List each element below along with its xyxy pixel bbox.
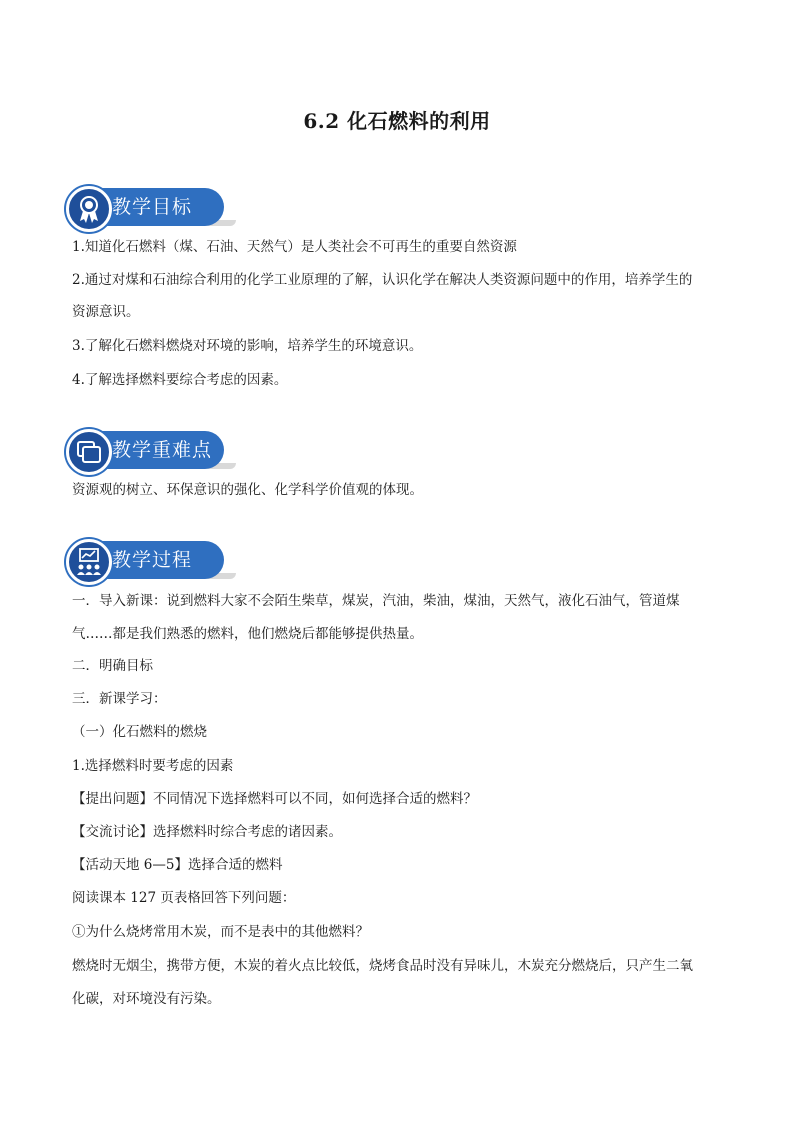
text-line: 资源观的树立、环保意识的强化、化学科学价值观的体现。 — [72, 482, 423, 498]
text-line: （一）化石燃料的燃烧 — [72, 724, 207, 740]
stacked-cards-icon — [66, 429, 112, 475]
text-line: 三．新课学习： — [72, 691, 167, 707]
award-ribbon-icon — [66, 186, 112, 232]
text-line: ①为什么烧烤常用木炭，而不是表中的其他燃料？ — [72, 924, 369, 940]
text-line: 【交流讨论】选择燃料时综合考虑的诸因素。 — [72, 824, 342, 840]
section-banner-process — [66, 539, 224, 581]
text-line: 阅读课本 127 页表格回答下列问题： — [72, 890, 296, 906]
section-heading: 教学过程 — [112, 549, 193, 571]
text-line: 气……都是我们熟悉的燃料，他们燃烧后都能够提供热量。 — [72, 626, 423, 642]
text-line: 1.知道化石燃料（煤、石油、天然气）是人类社会不可再生的重要自然资源 — [72, 239, 517, 255]
text-line: 二．明确目标 — [72, 658, 153, 674]
text-line: 【活动天地 6—5】选择合适的燃料 — [72, 857, 283, 873]
text-line: 1.选择燃料时要考虑的因素 — [72, 758, 234, 774]
section-banner-key-points — [66, 429, 224, 471]
section-heading: 教学目标 — [112, 196, 193, 218]
text-line: 2.通过对煤和石油综合利用的化学工业原理的了解，认识化学在解决人类资源问题中的作用，培养学生的 — [72, 272, 693, 288]
text-line: 一．导入新课：说到燃料大家不会陌生柴草，煤炭，汽油，柴油，煤油，天然气，液化石油气，管道煤 — [72, 593, 680, 609]
text-line: 3.了解化石燃料燃烧对环境的影响，培养学生的环境意识。 — [72, 338, 423, 354]
text-line: 资源意识。 — [72, 304, 140, 320]
text-line: 燃烧时无烟尘，携带方便，木炭的着火点比较低，烧烤食品时没有异味儿，木炭充分燃烧后，只产生二氧 — [72, 958, 693, 974]
page-title: 6.2 化石燃料的利用 — [303, 109, 491, 133]
presentation-group-icon — [66, 539, 112, 585]
text-line: 化碳，对环境没有污染。 — [72, 991, 221, 1007]
text-line: 4.了解选择燃料要综合考虑的因素。 — [72, 372, 288, 388]
section-banner-objectives — [66, 186, 224, 228]
text-line: 【提出问题】不同情况下选择燃料可以不同，如何选择合适的燃料？ — [72, 791, 477, 807]
section-heading: 教学重难点 — [112, 439, 213, 461]
